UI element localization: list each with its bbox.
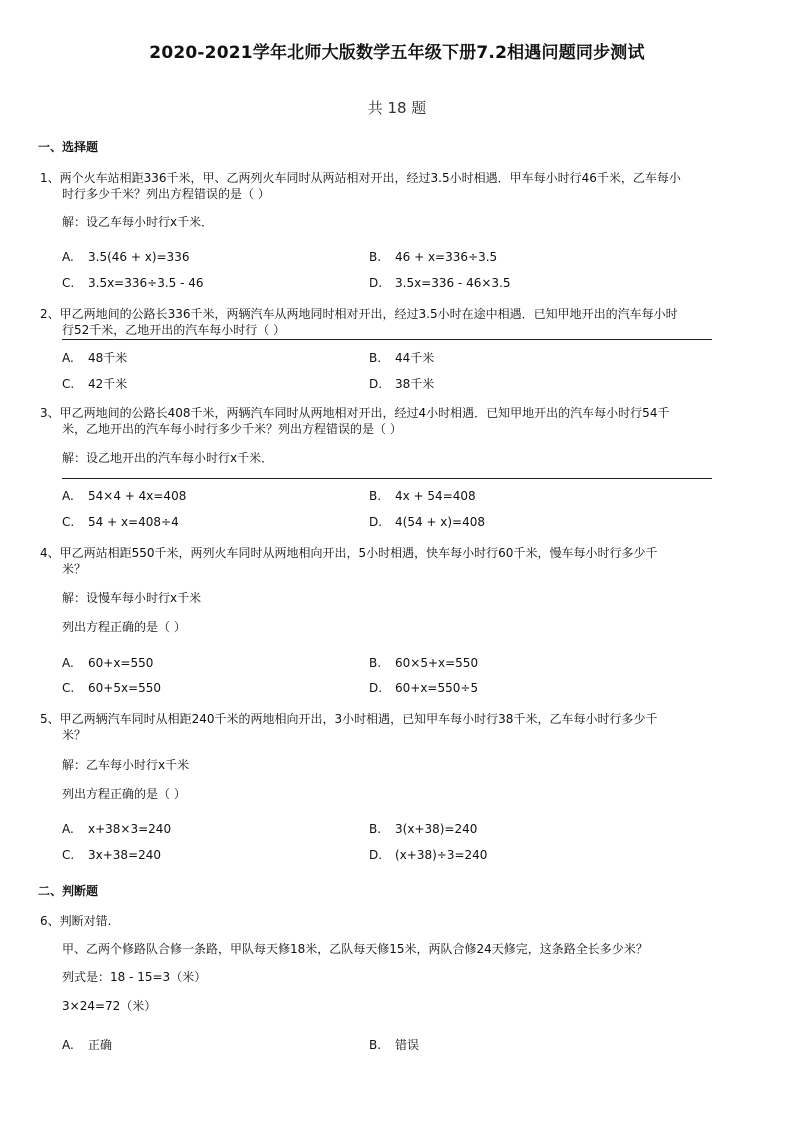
q5-option-c[interactable] [62, 848, 161, 862]
q2-option-c[interactable] [62, 375, 127, 392]
q4-option-d[interactable] [369, 681, 478, 695]
option-text: 60×5+x=550 [395, 656, 479, 670]
option-letter: A. [62, 1038, 74, 1052]
q5-option-d[interactable] [369, 848, 487, 862]
option-text: 42千米 [88, 377, 128, 391]
option-text: (x+38)÷3=240 [395, 848, 488, 862]
option-letter: B. [369, 351, 382, 365]
q6-option-b[interactable] [369, 1036, 419, 1053]
question-count: 共 18 题 [367, 99, 427, 117]
option-letter: D. [369, 377, 383, 391]
question-1-line-1: 1、两个火车站相距336千米，甲、乙两列火车同时从两站相对开出，经过3.5小时相遇．甲车每小时行46千米，乙车每小 [40, 171, 681, 185]
option-letter: A. [62, 351, 74, 365]
option-letter: C. [62, 515, 75, 529]
option-text: 46 + x=336÷3.5 [395, 250, 498, 264]
option-letter: B. [369, 1038, 382, 1052]
q3-option-d[interactable] [369, 515, 485, 529]
question-6-note-2: 列式是：18 - 15=3（米） [62, 970, 207, 984]
option-letter: D. [369, 848, 383, 862]
question-1-note: 解：设乙车每小时行x千米． [62, 215, 214, 229]
option-text: 3(x+38)=240 [395, 822, 478, 836]
question-3-line-2: 米，乙地开出的汽车每小时行多少千米？列出方程错误的是（ ） [62, 422, 402, 436]
question-2-line-1: 2、甲乙两地间的公路长336千米，两辆汽车从两地同时相对开出，经过3.5小时在途中相遇．已知甲地开出的汽车每小时 [40, 307, 678, 321]
option-letter: B. [369, 250, 382, 264]
option-text: 48千米 [88, 351, 128, 365]
q1-option-a[interactable] [62, 250, 189, 264]
question-4-line-1: 4、甲乙两站相距550千米，两列火车同时从两地相向开出，5小时相遇，快车每小时行60千米，慢车每小时行多少千 [40, 546, 658, 560]
option-text: x+38×3=240 [88, 822, 172, 836]
question-3-line-1: 3、甲乙两地间的公路长408千米，两辆汽车同时从两地相对开出，经过4小时相遇．已知甲地开出的汽车每小时行54千 [40, 406, 670, 420]
q3-option-c[interactable] [62, 515, 179, 529]
option-letter: A. [62, 489, 74, 503]
question-5-line-2: 米？ [62, 728, 87, 742]
option-text: 3.5(46 + x)=336 [88, 250, 190, 264]
question-2-line-2: 行52千米，乙地开出的汽车每小时行（ ） [62, 323, 286, 337]
q1-option-c[interactable] [62, 276, 204, 290]
divider-line [62, 478, 712, 479]
question-4-note-2: 列出方程正确的是（ ） [62, 620, 186, 634]
option-text: 38千米 [395, 377, 435, 391]
q3-option-b[interactable] [369, 489, 476, 503]
q2-option-a[interactable] [62, 349, 127, 366]
option-text: 60+x=550 [88, 656, 154, 670]
option-text: 60+x=550÷5 [395, 681, 479, 695]
question-6-note-1: 甲、乙两个修路队合修一条路，甲队每天修18米，乙队每天修15米，两队合修24天修完，这条路全长多少米？ [62, 942, 648, 956]
option-text: 3.5x=336 - 46×3.5 [395, 276, 511, 290]
option-text: 4(54 + x)=408 [395, 515, 486, 529]
q3-option-a[interactable] [62, 489, 186, 503]
option-text: 3x+38=240 [88, 848, 162, 862]
section-heading-choice: 一、选择题 [38, 140, 99, 154]
question-5-line-1: 5、甲乙两辆汽车同时从相距240千米的两地相向开出，3小时相遇，已知甲车每小时行38千米，乙车每小时行多少千 [40, 712, 658, 726]
option-text: 54 + x=408÷4 [88, 515, 179, 529]
option-letter: A. [62, 656, 74, 670]
option-text: 4x + 54=408 [395, 489, 476, 503]
option-letter: B. [369, 656, 382, 670]
q6-option-a[interactable] [62, 1036, 112, 1053]
option-letter: D. [369, 681, 383, 695]
option-letter: D. [369, 515, 383, 529]
q4-option-c[interactable] [62, 681, 161, 695]
question-5-note-1: 解：乙车每小时行x千米 [62, 758, 190, 772]
q1-option-b[interactable] [369, 250, 497, 264]
q1-option-d[interactable] [369, 276, 511, 290]
option-text: 3.5x=336÷3.5 - 46 [88, 276, 204, 290]
option-letter: A. [62, 822, 74, 836]
option-text: 正确 [88, 1038, 113, 1052]
option-text: 60+5x=550 [88, 681, 162, 695]
option-letter: A. [62, 250, 74, 264]
question-5-note-2: 列出方程正确的是（ ） [62, 787, 186, 801]
option-letter: C. [62, 276, 75, 290]
question-4-note-1: 解：设慢车每小时行x千米 [62, 591, 202, 605]
question-6-note-3: 3×24=72（米） [62, 999, 157, 1013]
option-letter: C. [62, 848, 75, 862]
option-text: 44千米 [395, 351, 435, 365]
question-4-line-2: 米？ [62, 562, 87, 576]
q4-option-b[interactable] [369, 656, 478, 670]
option-letter: B. [369, 822, 382, 836]
q2-option-d[interactable] [369, 375, 434, 392]
divider-line [62, 339, 712, 340]
q5-option-b[interactable] [369, 822, 477, 836]
option-text: 错误 [395, 1038, 420, 1052]
option-text: 54×4 + 4x=408 [88, 489, 187, 503]
option-letter: D. [369, 276, 383, 290]
page-title: 2020-2021学年北师大版数学五年级下册7.2相遇问题同步测试 [149, 43, 645, 63]
option-letter: B. [369, 489, 382, 503]
option-letter: C. [62, 377, 75, 391]
question-6-line-1: 6、判断对错. [40, 914, 112, 928]
option-letter: C. [62, 681, 75, 695]
q2-option-b[interactable] [369, 349, 434, 366]
question-1-line-2: 时行多少千米？列出方程错误的是（ ） [62, 187, 270, 201]
question-3-note: 解：设乙地开出的汽车每小时行x千米． [62, 451, 274, 465]
q4-option-a[interactable] [62, 656, 153, 670]
q5-option-a[interactable] [62, 822, 171, 836]
section-heading-judgement: 二、判断题 [38, 884, 99, 898]
